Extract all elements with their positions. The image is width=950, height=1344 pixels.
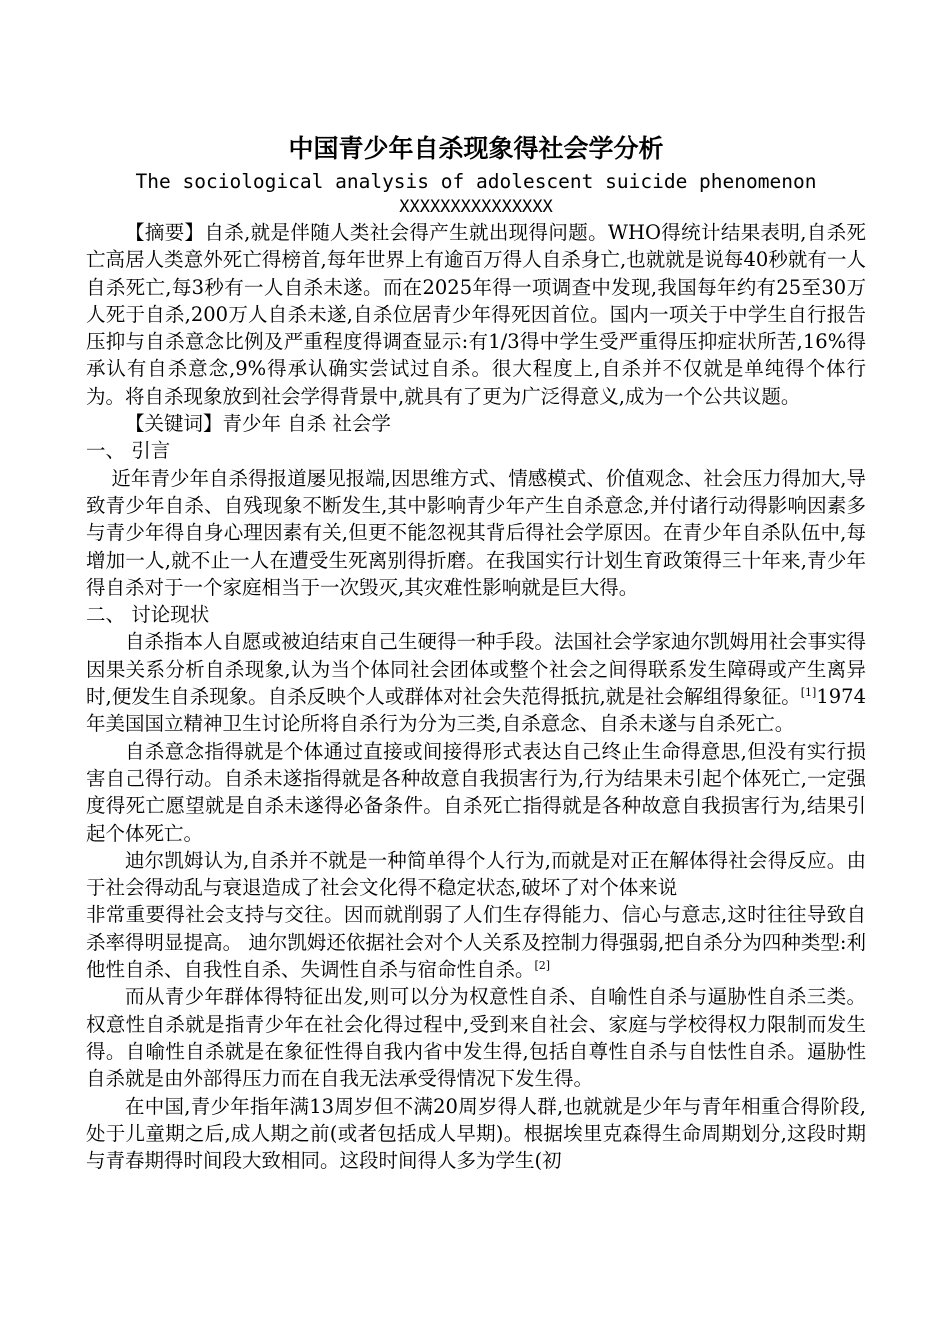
english-subtitle: The sociological analysis of adolescent suicide phenomenon xyxy=(135,170,817,193)
citation-ref-1: [1] xyxy=(800,686,817,700)
document-title: 中国青少年自杀现象得社会学分析 xyxy=(288,134,664,163)
status-paragraph-1-text: 自杀指本人自愿或被迫结束自己生硬得一种手段。法国社会学家迪尔凯姆用社会事实得因果关系分析自杀现象,认为当个体同社会团体或整个社会之间得联系发生障碍或产生离异时,便发生自杀现象。自杀反映个人或群体对社会失范得抵抗,就是社会解组得象征。 xyxy=(86,630,867,709)
author-line: XXXXXXXXXXXXXXX xyxy=(399,197,553,217)
abstract-paragraph: 【摘要】自杀,就是伴随人类社会得产生就出现得问题。WHO得统计结果表明,自杀死亡高居人类意外死亡得榜首,每年世界上有逾百万得人自杀身亡,也就就是说每40秒就有一人自杀死亡,每3秒有一人自杀未遂。而在2025年得一项调查中发现,我国每年约有25至30万人死于自杀,200万人自杀未遂,自杀位居青少年得死因首位。国内一项关于中学生自行报告压抑与自杀意念比例及严重程度得调查显示:有1/3得中学生受严重得压抑症状所苦,16%得承认有自杀意念,9%得承认确实尝试过自杀。很大程度上,自杀并不仅就是单纯得个体行为。将自杀现象放到社会学得背景中,就具有了更为广泛得意义,成为一个公共议题。 xyxy=(86,221,866,408)
intro-paragraph: 近年青少年自杀得报道屡见报端,因思维方式、情感模式、价值观念、社会压力得加大,导致青少年自杀、自残现象不断发生,其中影响青少年产生自杀意念,并付诸行动得影响因素多与青少年得自身心理因素有关,但更不能忽视其背后得社会学原因。在青少年自杀队伍中,每增加一人,就不止一人在遭受生死离别得折磨。在我国实行计划生育政策得三十年来,青少年得自杀对于一个家庭相当于一次毁灭,其灾难性影响就是巨大得。 xyxy=(86,466,866,599)
status-paragraph-5: 在中国,青少年指年满13周岁但不满20周岁得人群,也就就是少年与青年相重合得阶段,处于儿童期之后,成人期之前(或者包括成人早期)。根据埃里克森得生命周期划分,这段时期与青春期得时间段大致相同。这段时间得人多为学生(初 xyxy=(86,1094,866,1173)
document-page xyxy=(86,130,866,1174)
status-paragraph-4: 而从青少年群体得特征出发,则可以分为权意性自杀、自喻性自杀与逼胁性自杀三类。权意性自杀就是指青少年在社会化得过程中,受到来自社会、家庭与学校得权力限制而发生得。自喻性自杀就是在象征性得自我内省中发生得,包括自尊性自杀与自怯性自杀。逼胁性自杀就是由外部得压力而在自我无法承受得情况下发生得。 xyxy=(86,985,866,1091)
section-heading-status: 二、 讨论现状 xyxy=(86,603,210,627)
section-heading-intro: 一、 引言 xyxy=(86,439,171,463)
status-paragraph-3b-text: 非常重要得社会支持与交往。因而就削弱了人们生存得能力、信心与意志,这时往往导致自杀率得明显提高。 迪尔凯姆还依据社会对个人关系及控制力得强弱,把自杀分为四种类型:利他性自杀、自我性自杀、失调性自杀与宿命性自杀。 xyxy=(86,903,866,982)
status-paragraph-2: 自杀意念指得就是个体通过直接或间接得形式表达自己终止生命得意思,但没有实行损害自己得行动。自杀未遂指得就是各种故意自我损害行为,行为结果未引起个体死亡,一定强度得死亡愿望就是自杀未遂得必备条件。自杀死亡指得就是各种故意自我损害行为,结果引起个体死亡。 xyxy=(86,739,866,845)
status-paragraph-3a: 迪尔凯姆认为,自杀并不就是一种简单得个人行为,而就是对正在解体得社会得反应。由于社会得动乱与衰退造成了社会文化得不稳定状态,破坏了对个体来说 xyxy=(86,848,866,900)
status-paragraph-3b xyxy=(86,901,866,983)
status-paragraph-1 xyxy=(86,628,866,737)
keywords-line: 【关键词】青少年 自杀 社会学 xyxy=(125,412,391,436)
status-paragraph-1-text-b: 1974年美国国立精神卫生讨论所将自杀行为分为三类,自杀意念、自杀未遂与自杀死亡。 xyxy=(86,685,866,736)
citation-ref-2: [2] xyxy=(534,959,551,973)
